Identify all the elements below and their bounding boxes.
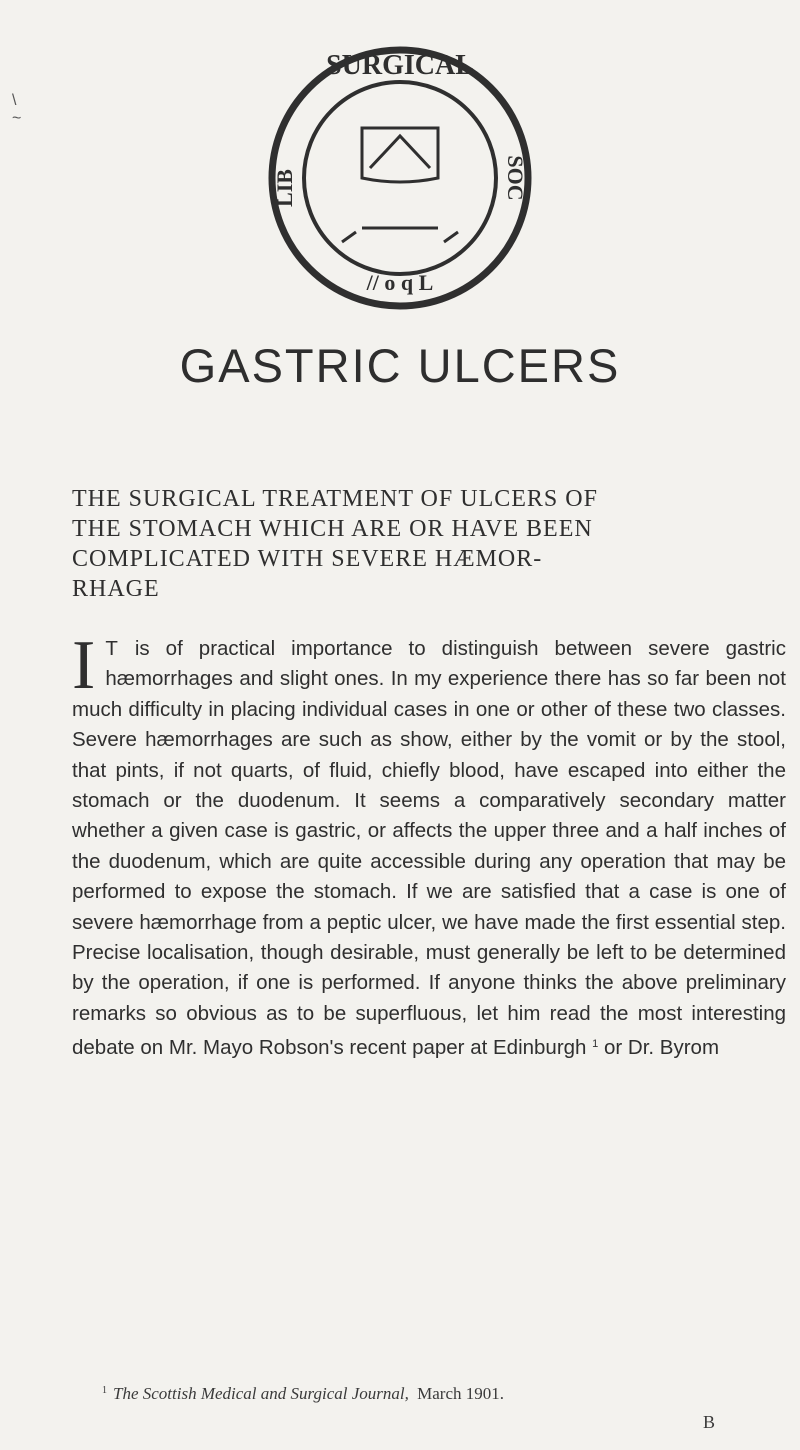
page-title: GASTRIC ULCERS — [179, 339, 621, 392]
subtitle-line: COMPLICATED WITH SEVERE HÆMOR- — [72, 546, 543, 572]
stamp-text-top: SURGICAL — [326, 50, 474, 81]
drop-cap: I — [72, 627, 96, 704]
footnote-date: March 1901. — [417, 1384, 505, 1403]
subtitle-line: THE SURGICAL TREATMENT OF ULCERS OF — [72, 486, 598, 512]
stamp-text-bottom: // o q L — [366, 270, 434, 295]
subtitle — [72, 484, 772, 604]
svg-text:SOC: SOC — [503, 155, 528, 201]
paragraph-text: is of practical importance to distinguish between severe gastric hæmorrhages and slight ones. In my experience there has so far been not much difficulty in placing individual cases in one or other of these two classes. Severe hæmorrhages are such as show, either by the vomit or by the stool, that pints, if not quarts, of fluid, chiefly blood, have escaped into either the stomach or the duodenum. It seems a comparatively secondary matter whether a given case is gastric, or affects the upper three and a half inches of the duodenum, which are quite accessible during any operation that may be performed to expose the stomach. If we are satisfied that a case is one of severe hæmorrhage from a peptic ulcer, we have made the first essential step. Precise localisation, though desirable, must generally be left to be determined by the operation, if one is performed. If anyone thinks the above preliminary remarks so obvious as to be superfluous, let him read the most interesting debate on Mr. Mayo Robson's recent paper at Edinburgh — [72, 637, 786, 1060]
signature-mark: B — [703, 1412, 716, 1432]
library-stamp — [250, 28, 550, 328]
subtitle-line: THE STOMACH WHICH ARE OR HAVE BEEN — [72, 516, 593, 542]
svg-text:LIB: LIB — [272, 169, 297, 207]
footnote-reference[interactable]: 1 — [592, 1038, 599, 1051]
footnote-mark: 1 — [102, 1385, 107, 1396]
paragraph-text-end: or Dr. Byrom — [603, 1036, 720, 1060]
subtitle-line: RHAGE — [72, 576, 160, 602]
footnote — [102, 1384, 782, 1404]
body-paragraph — [72, 627, 786, 1064]
stamp-outer-ring — [272, 50, 528, 306]
stamp-inner-ring — [304, 82, 496, 274]
corner-mark: \ ~ — [12, 92, 22, 127]
first-word: T — [105, 637, 119, 660]
footnote-journal: The Scottish Medical and Surgical Journal, — [113, 1384, 409, 1403]
